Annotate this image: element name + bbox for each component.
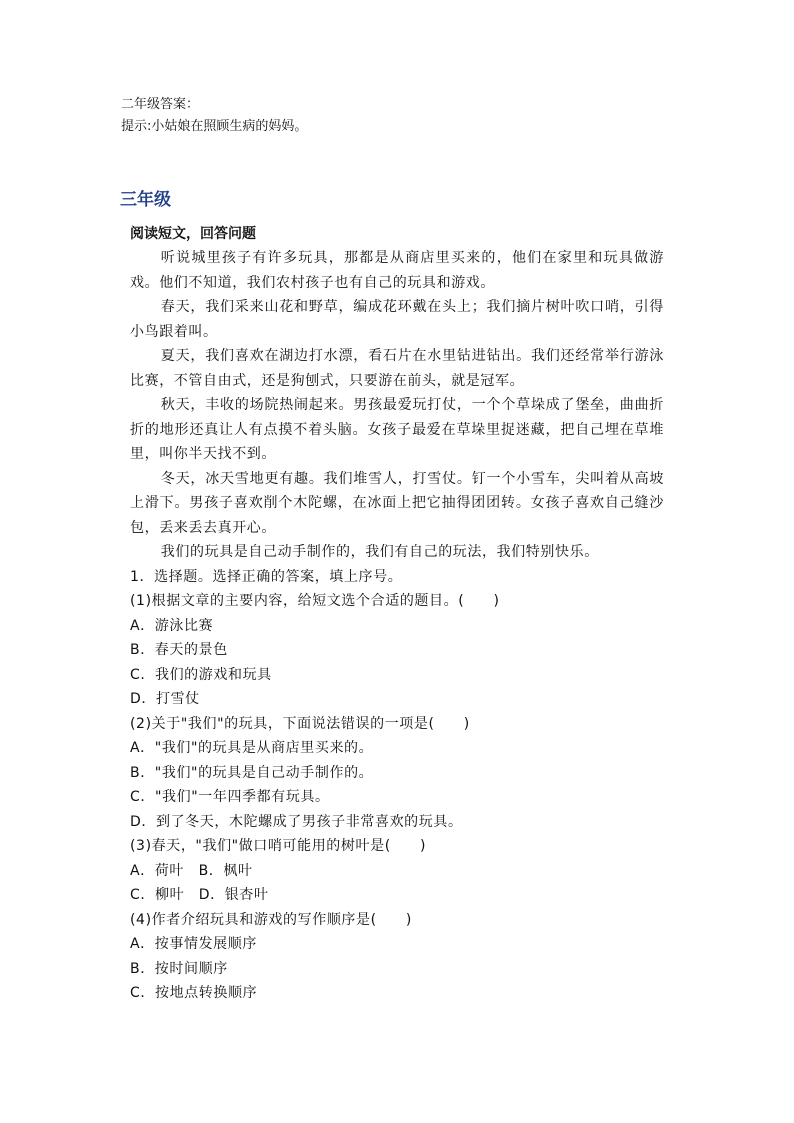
option-item: A．"我们"的玩具是从商店里买来的。 (130, 740, 374, 756)
option-item: D．打雪仗 (130, 691, 200, 707)
option-item: A．按事情发展顺序 (130, 936, 257, 952)
option-item: B．按时间顺序 (130, 960, 228, 977)
passage-paragraph: 听说城里孩子有许多玩具，那都是从商店里买来的，他们在家里和玩具做游戏。他们不知道，我们农村孩子也有自己的玩具和游戏。 (130, 250, 664, 291)
answers-heading: 二年级答案： (121, 97, 200, 112)
passage-paragraph: 秋天，丰收的场院热闹起来。男孩最爱玩打仗，一个个草垛成了堡垒，曲曲折折的地形还真让人有点摸不着头脑。女孩子最爱在草垛里捉迷藏，把自己埋在草堆里，叫你半天找不到。 (130, 397, 664, 462)
option-item: D．到了冬天，木陀螺成了男孩子非常喜欢的玩具。 (130, 813, 463, 830)
option-item: C．柳叶 D．银杏叶 (130, 887, 269, 903)
option-item: C．我们的游戏和玩具 (130, 666, 272, 683)
grade-heading: 三年级 (120, 190, 171, 210)
passage-paragraph: 春天，我们采来山花和野草，编成花环戴在头上；我们摘片树叶吹口哨，引得小鸟跟着叫。 (130, 299, 664, 340)
option-item: B．"我们"的玩具是自己动手制作的。 (130, 764, 374, 781)
question-intro: 1．选择题。选择正确的答案，填上序号。 (130, 568, 403, 585)
question-stem-4: (4)作者介绍玩具和游戏的写作顺序是( ) (130, 911, 412, 928)
question-stem-2: (2)关于"我们"的玩具，下面说法错误的一项是( ) (130, 715, 470, 732)
question-stem-1: (1)根据文章的主要内容，给短文选个合适的题目。( ) (130, 593, 500, 609)
option-item: A．荷叶 B．枫叶 (130, 862, 253, 879)
passage-paragraph: 我们的玩具是自己动手制作的，我们有自己的玩法，我们特别快乐。 (160, 544, 599, 560)
passage-paragraph: 夏天，我们喜欢在湖边打水漂，看石片在水里钻进钻出。我们还经常举行游泳比赛，不管自由式，还是狗刨式，只要游在前头，就是冠军。 (130, 348, 664, 389)
option-item: C．按地点转换顺序 (130, 985, 258, 1001)
option-item: C．"我们"一年四季都有玩具。 (130, 789, 330, 805)
answers-hint: 提示:小姑娘在照顾生病的妈妈。 (121, 119, 308, 134)
question-stem-3: (3)春天，"我们"做口哨可能用的树叶是( ) (130, 838, 427, 854)
option-item: B．春天的景色 (130, 642, 228, 658)
option-item: A．游泳比赛 (130, 617, 214, 634)
passage-paragraph: 冬天，冰天雪地更有趣。我们堆雪人，打雪仗。钉一个小雪车，尖叫着从高坡上滑下。男孩子喜欢削个木陀螺，在冰面上把它抽得团团转。女孩子喜欢自己缝沙包，丢来丢去真开心。 (130, 470, 664, 536)
section-title: 阅读短文，回答问题 (130, 226, 256, 242)
reading-passage (130, 246, 664, 1006)
